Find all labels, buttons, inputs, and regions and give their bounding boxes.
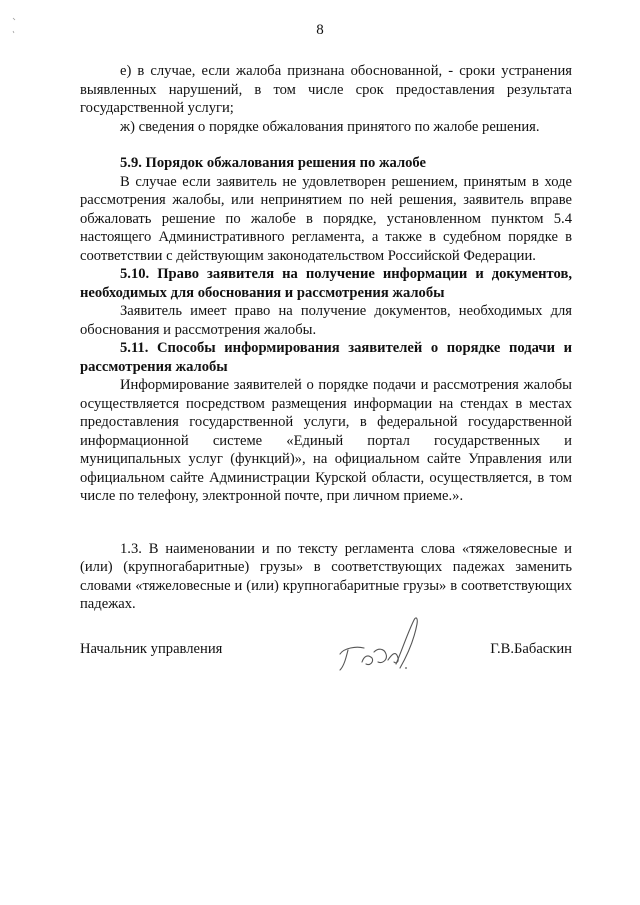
- paragraph-zh: ж) сведения о порядке обжалования принятого по жалобе решения.: [120, 118, 540, 135]
- handwritten-signature: [328, 614, 428, 684]
- clause-1-3: 1.3. В наименовании и по тексту регламента слова «тяжеловесные и (или) (крупногабаритные) грузы» в соответствующих падежах заменить словами «тяжеловесные и (или) крупногабаритные грузы» в соответствующих падежах.: [80, 540, 572, 612]
- signatory-title: Начальник управления: [80, 641, 223, 657]
- spacer: [80, 136, 572, 154]
- spacer: [80, 506, 572, 540]
- document-body: [80, 62, 572, 614]
- section-5-10-text: Заявитель имеет право на получение документов, необходимых для обоснования и рассмотрения жалобы.: [80, 303, 572, 338]
- section-5-11-text: Информирование заявителей о порядке подачи и рассмотрения жалобы осуществляется посредством размещения информации на стендах в местах предоставления государственной услуги, в федеральной государственной информационной системе «Единый портал государственных и муниципальных услуг (функций)», на официальном сайте Управления или официальном сайте Администрации Курской области, осуществляется, в том числе по телефону, электронной почте, при личном приеме.».: [80, 377, 572, 504]
- section-5-9-text: В случае если заявитель не удовлетворен решением, принятым в ходе рассмотрения жалобы, или непринятием по ней решения, заявитель вправе обжаловать решение по жалобе в порядке, установленном пунктом 5.4 настоящего Административного регламента, а также в судебном порядке в соответствии с действующим законодательством Российской Федерации.: [80, 173, 572, 264]
- signature-block: [80, 636, 572, 676]
- signatory-name: Г.В.Бабаскин: [490, 641, 572, 657]
- paragraph-e: е) в случае, если жалоба признана обоснованной, - сроки устранения выявленных нарушений, в том числе срок предоставления результата государственной услуги;: [80, 63, 572, 116]
- section-5-10-heading: 5.10. Право заявителя на получение информации и документов, необходимых для обоснования и рассмотрения жалобы: [80, 266, 572, 301]
- section-5-11-heading: 5.11. Способы информирования заявителей о порядке подачи и рассмотрения жалобы: [80, 340, 572, 375]
- section-5-9-heading: 5.9. Порядок обжалования решения по жалобе: [120, 155, 427, 171]
- page-number: 8: [316, 22, 324, 38]
